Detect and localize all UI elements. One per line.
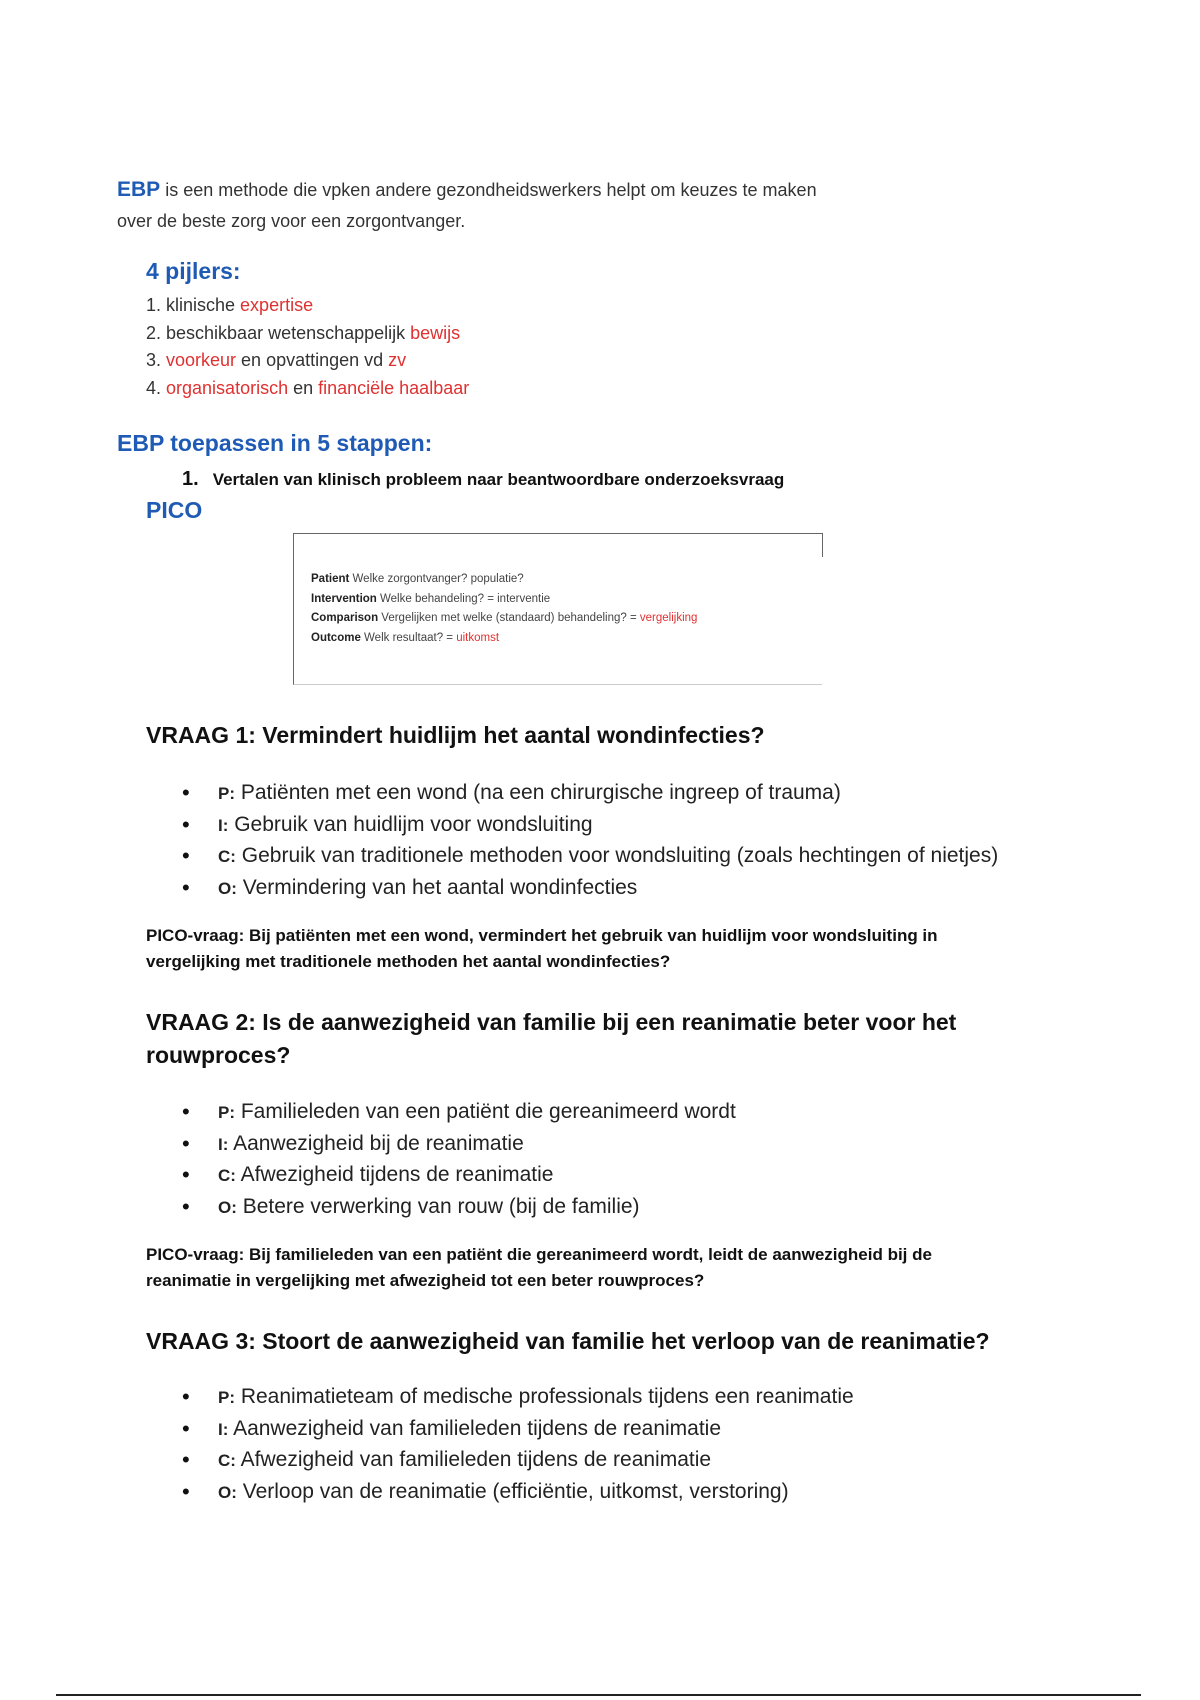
list-item [182, 1097, 736, 1129]
step-number: 1. [182, 468, 199, 490]
list-item [182, 873, 998, 905]
pijler-item [146, 347, 469, 375]
pico-definition [311, 570, 697, 590]
pico-item-text: Reanimatieteam of medische professionals tijdens een reanimatie [235, 1385, 854, 1408]
list-item [182, 1477, 854, 1509]
list-item [182, 841, 998, 873]
pico-item-text: Familieleden van een patiënt die gereanimeerd wordt [235, 1100, 736, 1123]
vraag-3-pico-list [182, 1382, 854, 1508]
pico-item-text: Betere verwerking van rouw (bij de familie) [236, 1194, 640, 1218]
list-item [182, 1160, 736, 1192]
pico-letter: O: [218, 1482, 237, 1502]
pico-desc: Welke zorgontvanger? populatie? [349, 573, 524, 585]
pico-definition [311, 590, 697, 610]
pijler-text: en opvattingen vd [236, 350, 389, 370]
pico-item-text: Aanwezigheid van familieleden tijdens de reanimatie [228, 1416, 722, 1440]
pico-letter: C: [218, 847, 236, 866]
page-divider [56, 1694, 1141, 1696]
pico-definitions [311, 570, 697, 648]
list-item [182, 1129, 736, 1161]
list-item [182, 1192, 736, 1224]
pico-desc: Welke behandeling? = interventie [376, 592, 551, 605]
pico-letter: O: [218, 878, 237, 898]
pico-letter: I: [218, 815, 229, 835]
pico-desc: Vergelijken met welke (standaard) behandeling? = [378, 612, 640, 624]
pijler-highlight: financiële haalbaar [318, 377, 470, 398]
pico-definition [311, 609, 697, 629]
vraag-2-title: VRAAG 2: Is de aanwezigheid van familie bij een reanimatie beter voor het rouwproces? [146, 1009, 957, 1068]
pijlers-list [146, 292, 469, 402]
vraag-1-title: VRAAG 1: Vermindert huidlijm het aantal wondinfecties? [146, 722, 765, 748]
vraag-2-pico-question: PICO-vraag: Bij familieleden van een patiënt die gereanimeerd wordt, leidt de aanwezigheid bij de reanimatie in vergelijking met afwezigheid tot een beter rouwproces? [146, 1245, 932, 1290]
pico-key: Intervention [311, 592, 377, 605]
pico-highlight: uitkomst [456, 631, 500, 644]
pico-letter: C: [218, 1166, 236, 1185]
ebp-term: EBP [117, 178, 161, 201]
pijler-text: 4. [146, 377, 167, 398]
pico-item-text: Aanwezigheid bij de reanimatie [228, 1131, 524, 1155]
vraag-1-pico-list [182, 778, 998, 904]
pijler-highlight: organisatorisch [166, 377, 289, 398]
pico-item-text: Verloop van de reanimatie (efficiëntie, uitkomst, verstoring) [236, 1479, 789, 1503]
list-item [182, 778, 998, 810]
list-item [182, 1414, 854, 1446]
list-item [182, 1445, 854, 1477]
pico-item-text: Afwezigheid tijdens de reanimatie [235, 1163, 554, 1186]
intro-line-1: is een methode die vpken andere gezondheidswerkers helpt om keuzes te maken [160, 180, 817, 200]
pijler-text: 1. klinische [146, 295, 241, 315]
stappen-heading: EBP toepassen in 5 stappen: [117, 430, 433, 456]
pijler-text: 2. beschikbaar wetenschappelijk [146, 322, 411, 343]
pico-letter: I: [218, 1134, 229, 1154]
pico-item-text: Patiënten met een wond (na een chirurgische ingreep of trauma) [235, 781, 841, 804]
pijler-highlight: zv [388, 350, 407, 370]
pico-label: PICO [146, 497, 203, 523]
pico-letter: P: [218, 784, 235, 803]
pico-item-text: Gebruik van huidlijm voor wondsluiting [228, 812, 593, 836]
pico-item-text: Gebruik van traditionele methoden voor wondsluiting (zoals hechtingen of nietjes) [235, 844, 999, 867]
pico-item-text: Afwezigheid van familieleden tijdens de reanimatie [235, 1448, 712, 1471]
pijler-highlight: bewijs [410, 322, 461, 343]
intro-line-2: over de beste zorg voor een zorgontvanger. [117, 211, 466, 231]
pijler-text: 3. [146, 350, 167, 370]
pico-definition [311, 629, 697, 649]
pico-letter: C: [218, 1451, 236, 1470]
list-item [182, 1382, 854, 1414]
pijler-item [146, 292, 469, 320]
pico-letter: P: [218, 1388, 235, 1407]
vraag-3-title: VRAAG 3: Stoort de aanwezigheid van familie het verloop van de reanimatie? [146, 1328, 990, 1354]
pico-letter: I: [218, 1419, 229, 1439]
list-item [182, 810, 998, 842]
pijler-highlight: voorkeur [166, 350, 237, 370]
pijler-item [146, 320, 469, 348]
vraag-1-pico-question: PICO-vraag: Bij patiënten met een wond, vermindert het gebruik van huidlijm voor wondsluiting in vergelijking met traditionele methoden het aantal wondinfecties? [146, 926, 938, 971]
pico-item-text: Vermindering van het aantal wondinfecties [236, 875, 638, 899]
pijler-highlight: expertise [240, 295, 314, 315]
pico-letter: P: [218, 1103, 235, 1122]
pico-letter: O: [218, 1197, 237, 1217]
pijler-text: en [288, 377, 319, 398]
pico-desc: Welk resultaat? = [360, 631, 457, 644]
pijlers-heading: 4 pijlers: [146, 258, 241, 284]
pico-definition-box [293, 533, 822, 685]
box-corner [822, 533, 823, 557]
step-text: Vertalen van klinisch probleem naar beantwoordbare onderzoeksvraag [212, 470, 785, 489]
pico-highlight: vergelijking [639, 612, 698, 624]
pico-key: Outcome [311, 631, 361, 644]
pijler-item [146, 375, 469, 403]
vraag-2-pico-list [182, 1097, 736, 1223]
pico-key: Patient [311, 573, 350, 585]
intro-paragraph [117, 174, 937, 237]
step-1 [182, 468, 784, 491]
pico-key: Comparison [311, 612, 379, 624]
